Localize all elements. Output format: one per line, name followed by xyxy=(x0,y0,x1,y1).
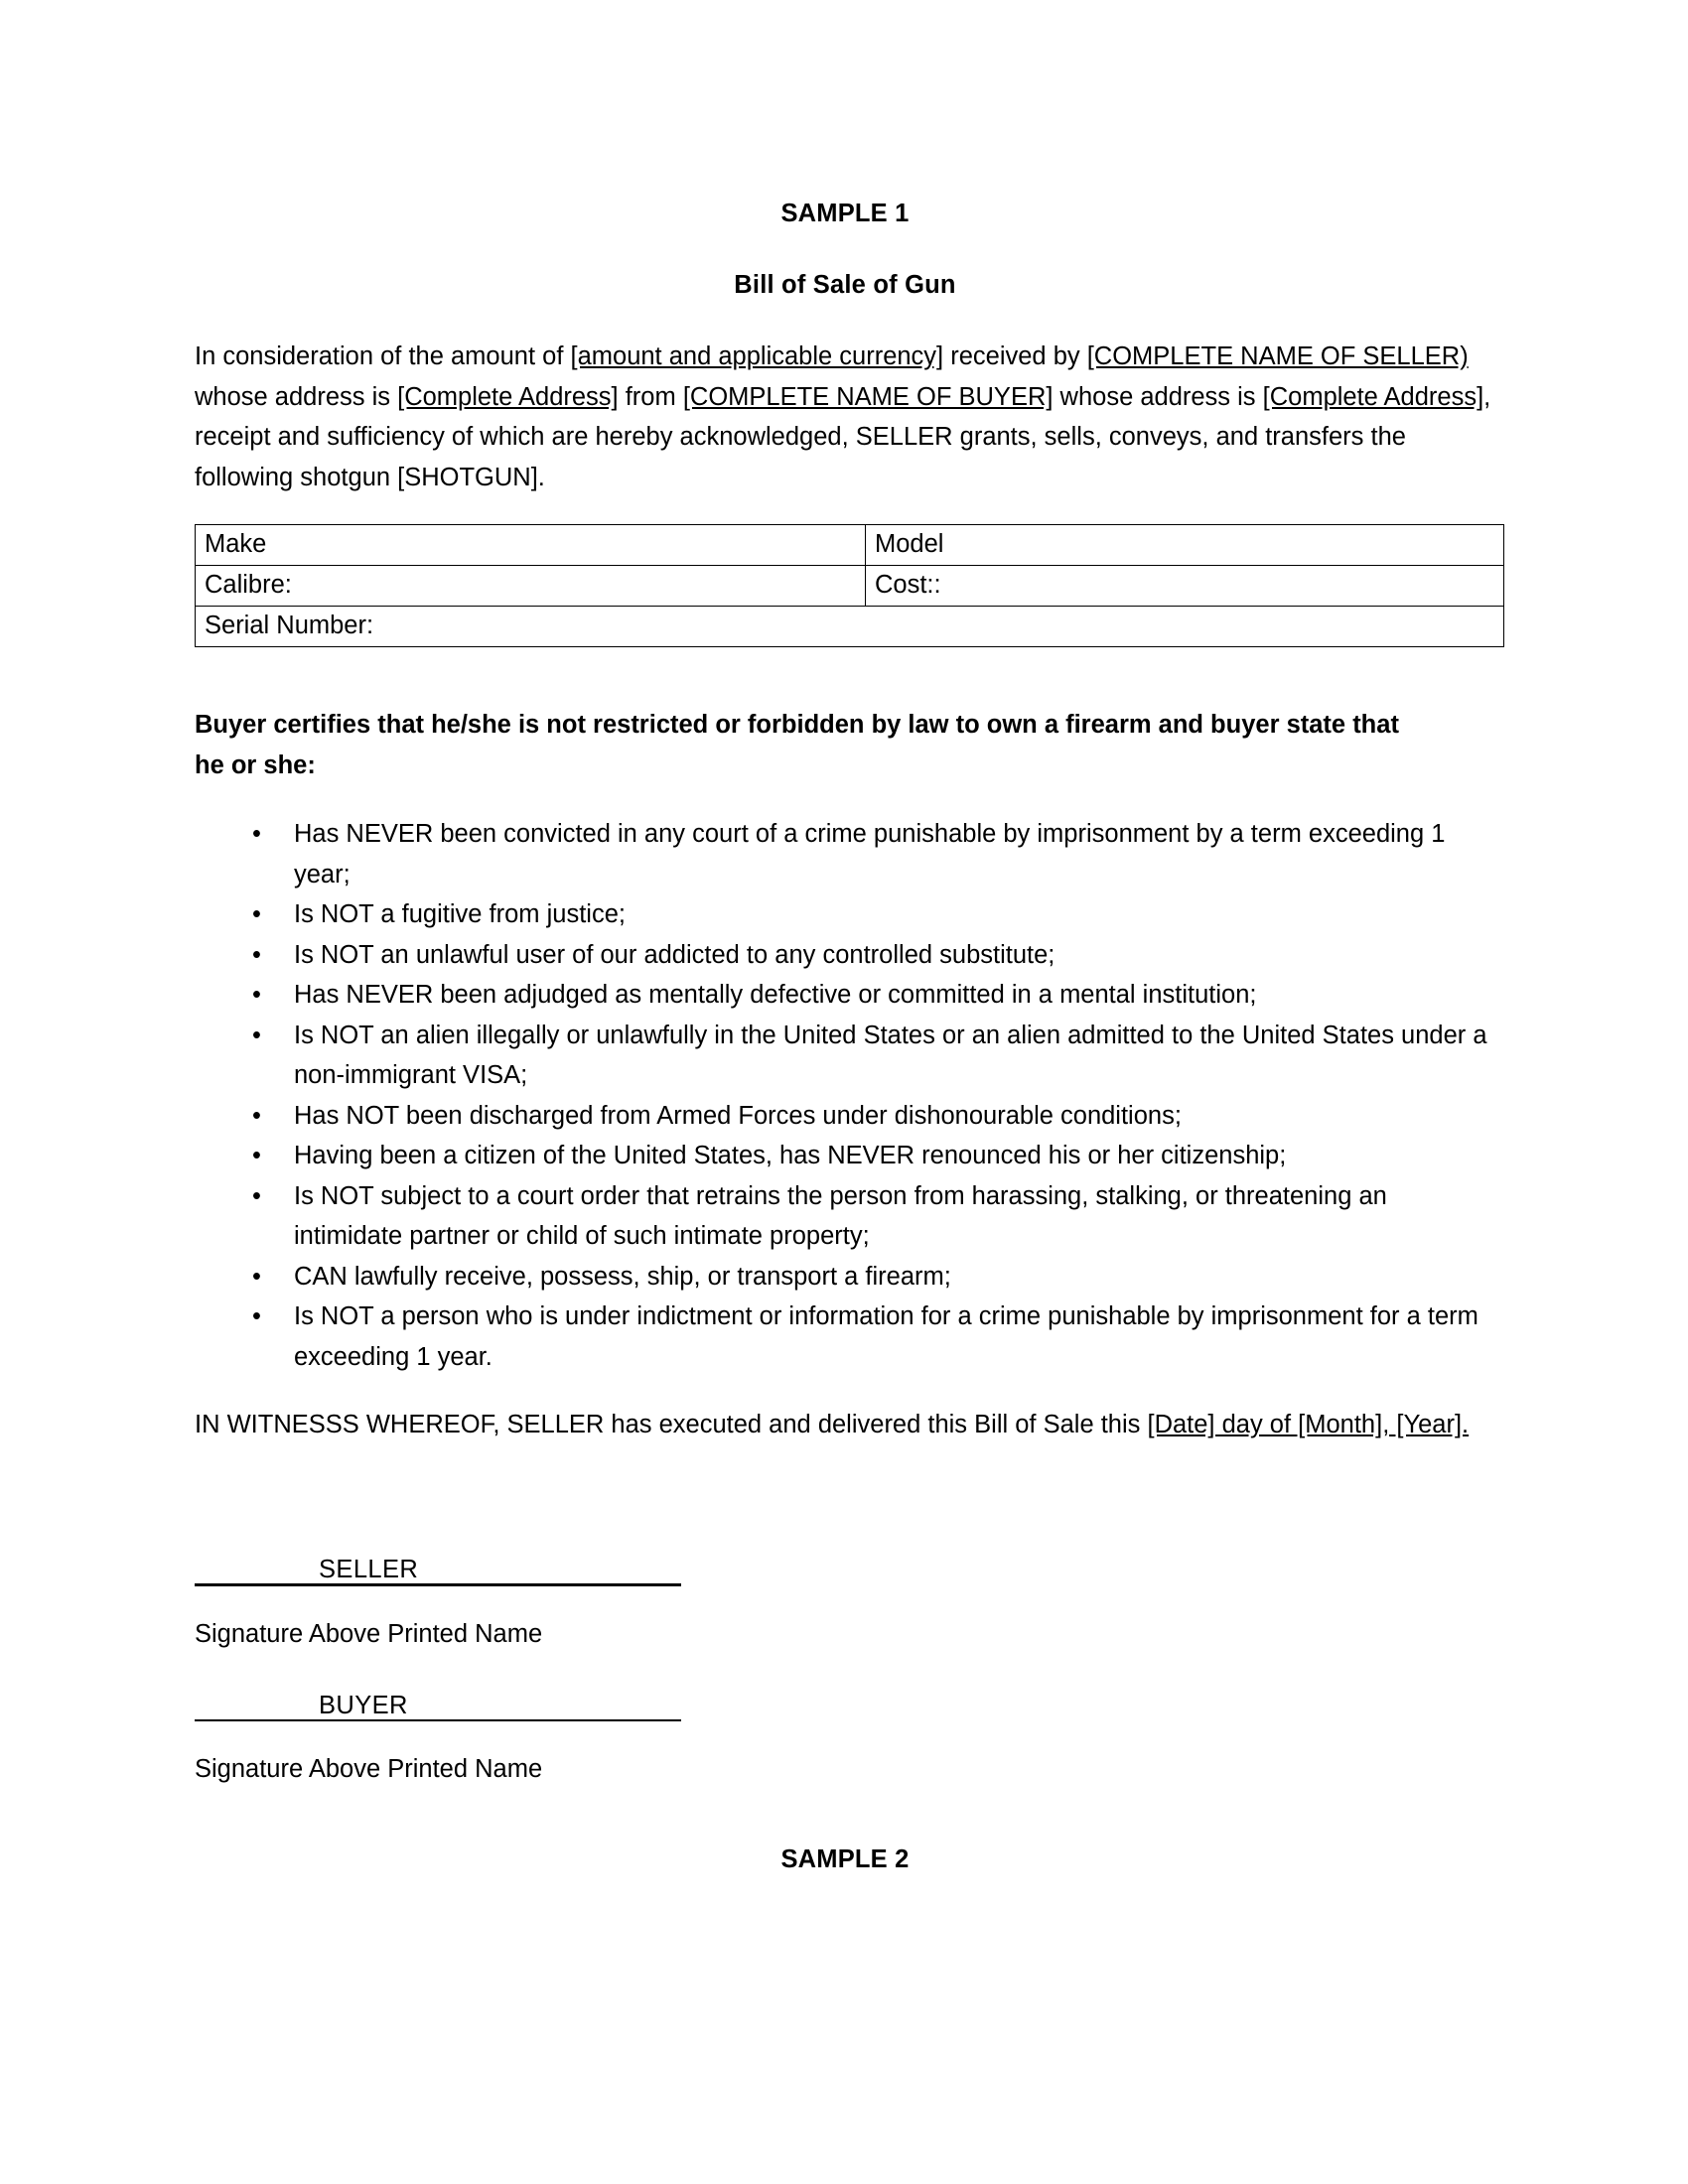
cell-make: Make xyxy=(196,525,866,566)
signature-block xyxy=(195,1445,1495,1790)
placeholder-execution-date: [Date] day of [Month], [Year]. xyxy=(1147,1411,1470,1439)
list-item: • Has NEVER been convicted in any court of a crime punishable by imprisonment by a term exceeding 1 year; xyxy=(195,814,1495,894)
placeholder-buyer-address: [Complete Address] xyxy=(1262,382,1484,411)
cell-calibre: Calibre: xyxy=(196,566,866,607)
buyer-label: BUYER xyxy=(312,1694,415,1719)
page-title-sample-2: SAMPLE 2 xyxy=(780,1844,910,1873)
placeholder-buyer-name: [COMPLETE NAME OF BUYER] xyxy=(682,382,1054,411)
signature-rule xyxy=(195,1719,681,1722)
list-item: • Having been a citizen of the United States, has NEVER renounced his or her citizenship; xyxy=(195,1136,1495,1176)
firearm-spec-table xyxy=(195,524,1504,647)
table-row xyxy=(196,525,1504,566)
signature-spacer xyxy=(195,1654,1495,1680)
witness-text: IN WITNESSS WHEREOF, SELLER has executed and delivered this Bill of Sale this xyxy=(195,1411,1148,1439)
list-item: • Is NOT subject to a court order that retrains the person from harassing, stalking, or threatening an intimidate partner or child of such intimate property; xyxy=(195,1176,1495,1257)
table-row xyxy=(196,607,1504,647)
list-item: • Is NOT a fugitive from justice; xyxy=(195,894,1495,935)
list-item: • Is NOT an alien illegally or unlawfully in the United States or an alien admitted to the United States under a non-immigrant VISA; xyxy=(195,1016,1495,1096)
list-item: • Is NOT a person who is under indictment or information for a crime punishable by imprisonment for a term exceeding 1 year. xyxy=(195,1297,1495,1377)
list-item: • Is NOT an unlawful user of our addicted to any controlled substitute; xyxy=(195,935,1495,976)
intro-text-1: In consideration of the amount of xyxy=(195,342,571,371)
buyer-signature-caption: Signature Above Printed Name xyxy=(195,1755,543,1784)
certification-bullet-list xyxy=(195,785,1495,1377)
certification-heading: Buyer certifies that he/she is not restricted or forbidden by law to own a firearm and buyer state that he or she: xyxy=(195,711,1399,779)
document-content xyxy=(195,0,1495,1874)
page-title-sample-1: SAMPLE 1 xyxy=(780,200,910,227)
intro-text-5: whose address is xyxy=(1053,382,1263,411)
list-item: • Has NEVER been adjudged as mentally defective or committed in a mental institution; xyxy=(195,975,1495,1016)
cell-cost: Cost:: xyxy=(866,566,1504,607)
intro-text-4: from xyxy=(618,382,683,411)
seller-label: SELLER xyxy=(312,1558,425,1583)
seller-signature-line[interactable] xyxy=(195,1545,681,1592)
list-item: • CAN lawfully receive, possess, ship, or transport a firearm; xyxy=(195,1257,1495,1297)
intro-text-6: , receipt and sufficiency of which are hereby acknowledged, SELLER grants, sells, conveys, and transfers the following shotgun [SHOTGUN]. xyxy=(195,382,1491,491)
placeholder-seller-address: [Complete Address] xyxy=(397,382,619,411)
placeholder-seller-name: [COMPLETE NAME OF SELLER) xyxy=(1086,342,1469,371)
intro-text-2: received by xyxy=(943,342,1087,371)
cell-model: Model xyxy=(866,525,1504,566)
signature-rule xyxy=(195,1583,681,1586)
page-title-bill-of-sale: Bill of Sale of Gun xyxy=(734,270,956,299)
intro-text-3: whose address is xyxy=(195,382,398,411)
list-item: • Has NOT been discharged from Armed Forces under dishonourable conditions; xyxy=(195,1096,1495,1137)
cell-serial-number: Serial Number: xyxy=(196,607,1504,647)
placeholder-amount: [amount and applicable currency] xyxy=(570,342,944,371)
buyer-signature-line[interactable] xyxy=(195,1680,681,1727)
table-row xyxy=(196,566,1504,607)
intro-paragraph xyxy=(195,337,1495,497)
seller-signature-caption: Signature Above Printed Name xyxy=(195,1619,543,1648)
witness-paragraph xyxy=(195,1377,1495,1445)
